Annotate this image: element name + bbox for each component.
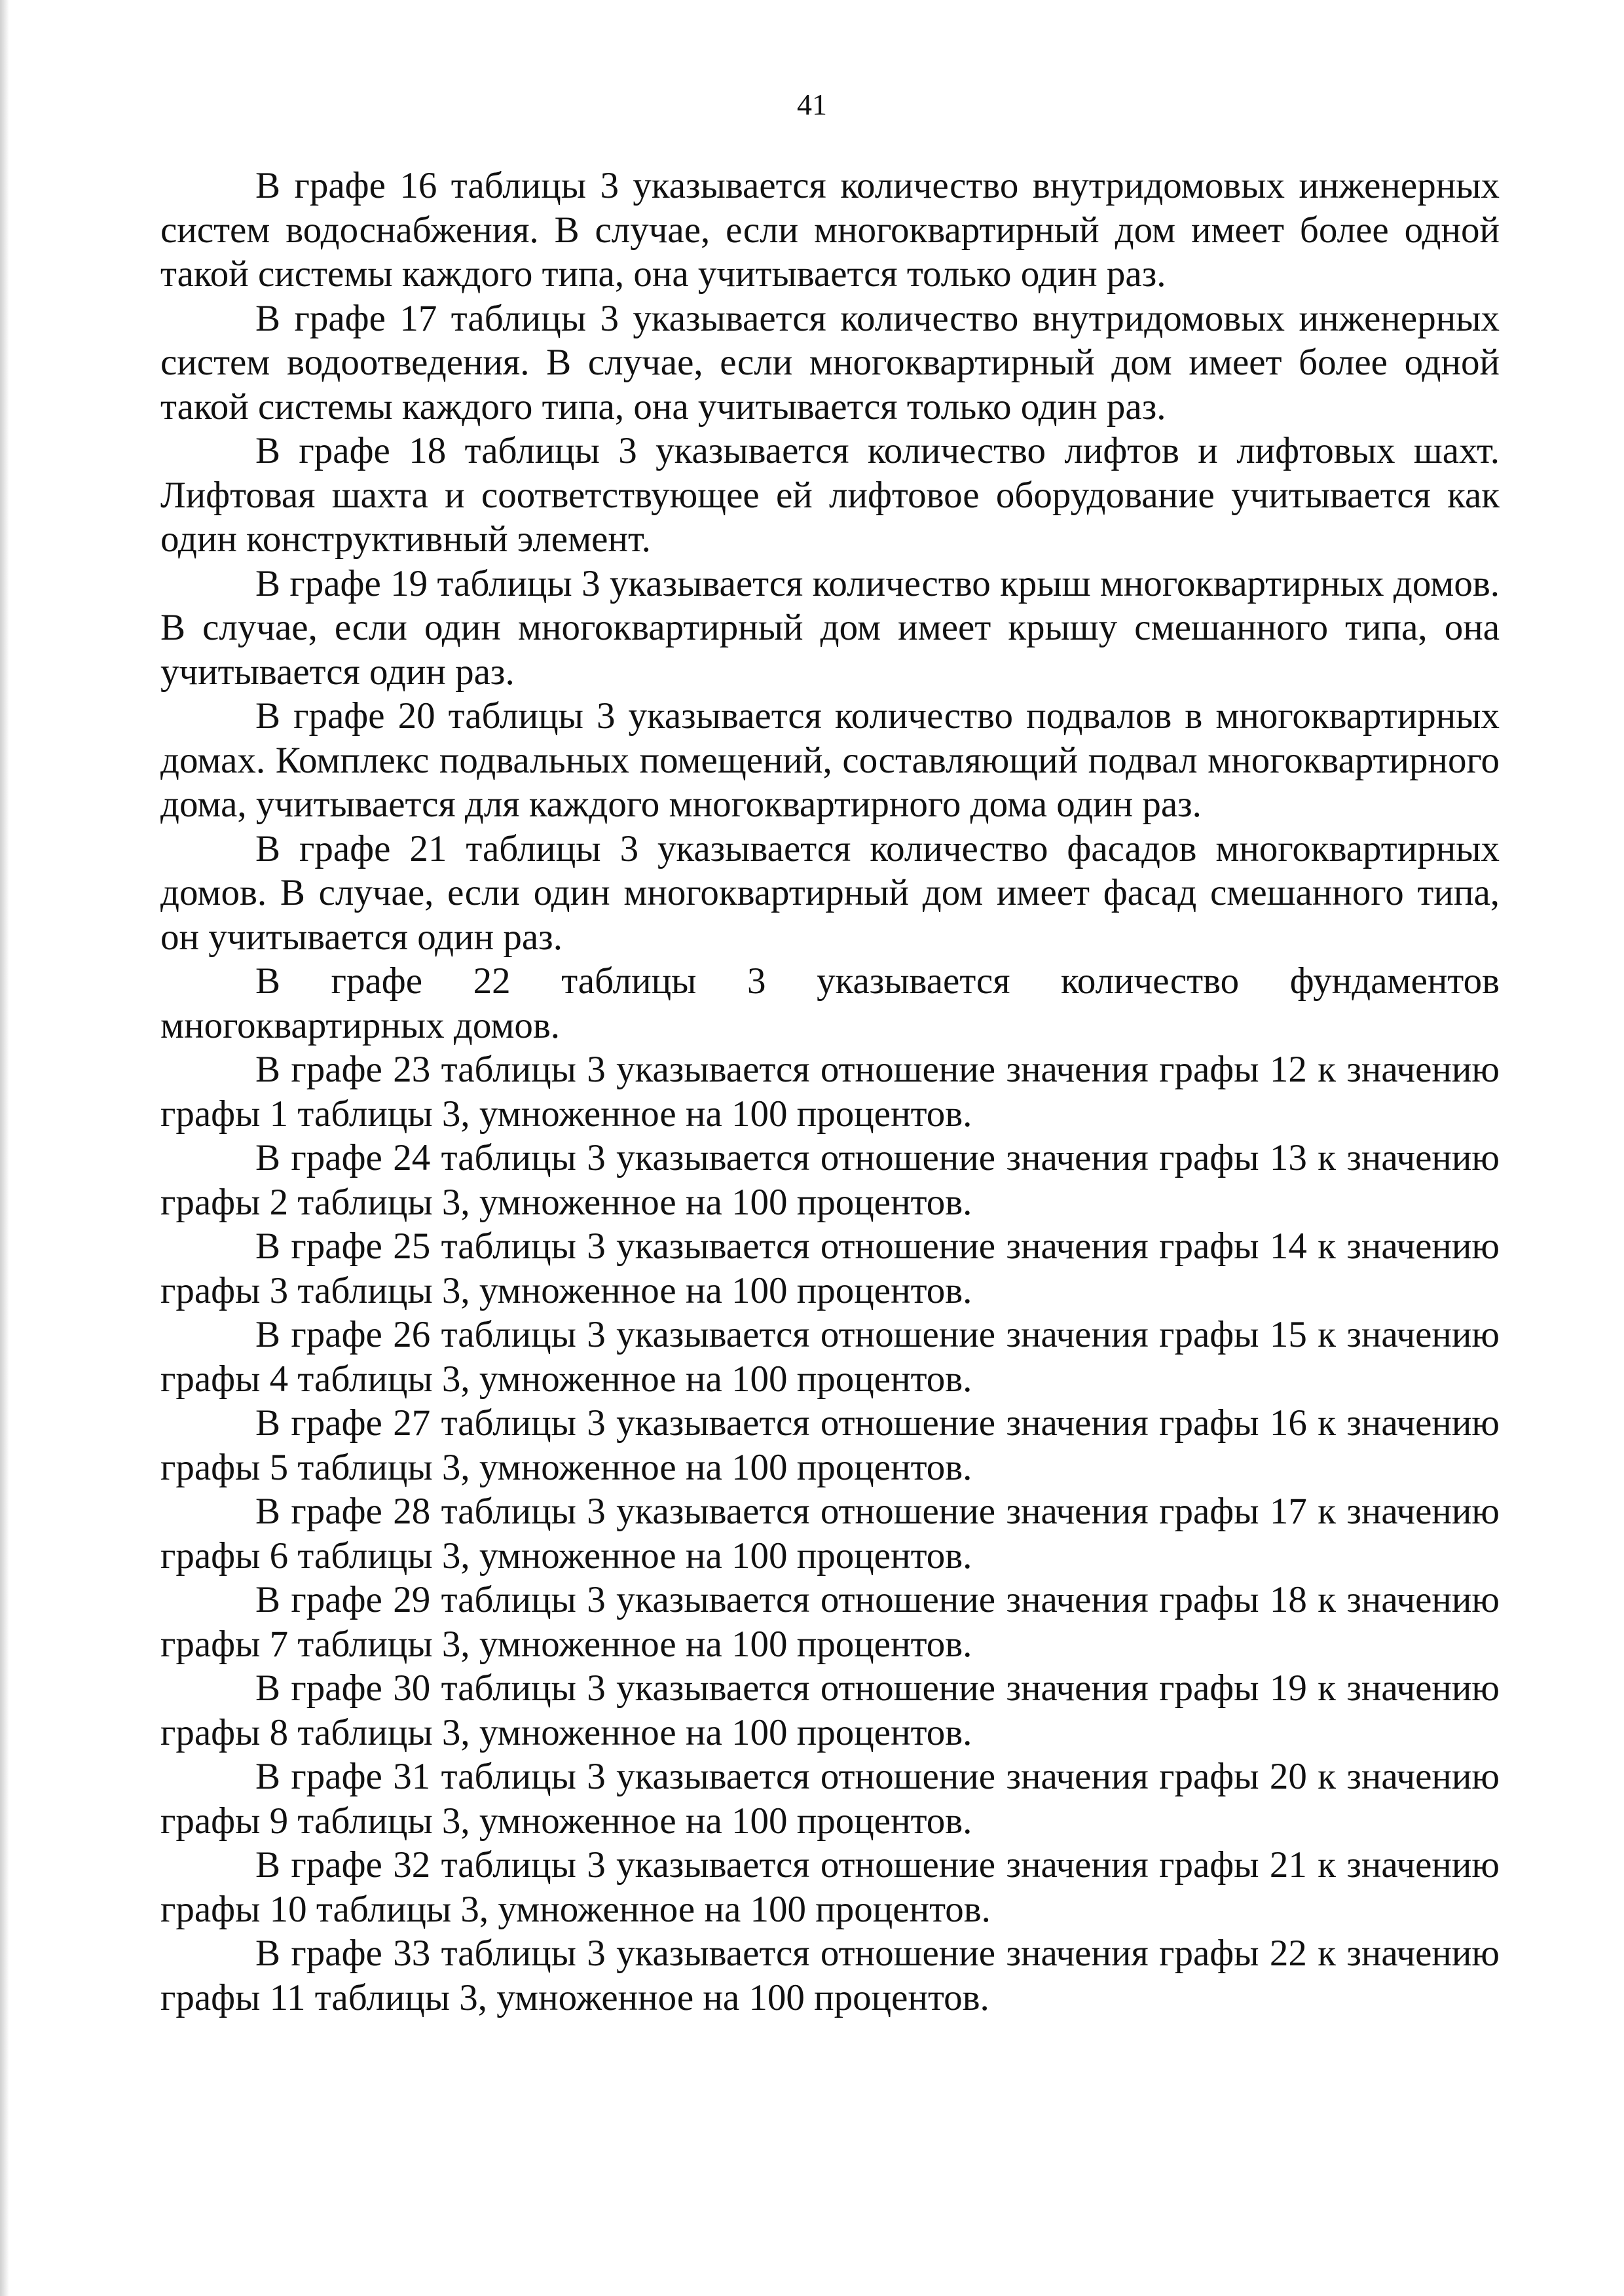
paragraph-column-29: В графе 29 таблицы 3 указывается отношение значения графы 18 к значению графы 7 таблицы 3, умноженное на 100 процентов. [160,1579,1500,1665]
paragraph-column-25: В графе 25 таблицы 3 указывается отношение значения графы 14 к значению графы 3 таблицы 3, умноженное на 100 процентов. [160,1226,1500,1311]
paragraph-column-19: В графе 19 таблицы 3 указывается количество крыш многоквартирных домов. В случае, если один многоквартирный дом имеет крышу смешанного типа, она учитывается один раз. [160,562,1500,693]
paragraph-column-23: В графе 23 таблицы 3 указывается отношение значения графы 12 к значению графы 1 таблицы 3, умноженное на 100 процентов. [160,1049,1500,1135]
paragraph-column-16: В графе 16 таблицы 3 указывается количество внутридомовых инженерных систем водоснабжения. В случае, если многоквартирный дом имеет более одной такой системы каждого типа, она учитывается только один раз. [160,165,1500,295]
paragraph-column-26: В графе 26 таблицы 3 указывается отношение значения графы 15 к значению графы 4 таблицы 3, умноженное на 100 процентов. [160,1314,1500,1400]
paragraph-column-21: В графе 21 таблицы 3 указывается количество фасадов многоквартирных домов. В случае, если один многоквартирный дом имеет фасад смешанного типа, он учитывается один раз. [160,828,1500,958]
paragraph-column-22: В графе 22 таблицы 3 указывается количество фундаментов многоквартирных домов. [160,960,1500,1046]
paragraph-column-24: В графе 24 таблицы 3 указывается отношение значения графы 13 к значению графы 2 таблицы 3, умноженное на 100 процентов. [160,1137,1500,1223]
paragraph-column-33: В графе 33 таблицы 3 указывается отношение значения графы 22 к значению графы 11 таблицы 3, умноженное на 100 процентов. [160,1933,1500,2018]
paragraph-column-18: В графе 18 таблицы 3 указывается количество лифтов и лифтовых шахт. Лифтовая шахта и соответствующее ей лифтовое оборудование учитывается как один конструктивный элемент. [160,430,1500,560]
paragraph-column-31: В графе 31 таблицы 3 указывается отношение значения графы 20 к значению графы 9 таблицы 3, умноженное на 100 процентов. [160,1756,1500,1842]
paragraph-column-32: В графе 32 таблицы 3 указывается отношение значения графы 21 к значению графы 10 таблицы 3, умноженное на 100 процентов. [160,1844,1500,1930]
paragraph-column-28: В графе 28 таблицы 3 указывается отношение значения графы 17 к значению графы 6 таблицы 3, умноженное на 100 процентов. [160,1491,1500,1576]
paragraph-column-27: В графе 27 таблицы 3 указывается отношение значения графы 16 к значению графы 5 таблицы 3, умноженное на 100 процентов. [160,1402,1500,1488]
scan-edge-shadow [0,0,9,2296]
paragraph-column-20: В графе 20 таблицы 3 указывается количество подвалов в многоквартирных домах. Комплекс подвальных помещений, составляющий подвал многоквартирного дома, учитывается для каждого многоквартирного дома один раз. [160,695,1500,825]
paragraph-column-17: В графе 17 таблицы 3 указывается количество внутридомовых инженерных систем водоотведения. В случае, если многоквартирный дом имеет более одной такой системы каждого типа, она учитывается только один раз. [160,297,1500,428]
paragraph-column-30: В графе 30 таблицы 3 указывается отношение значения графы 19 к значению графы 8 таблицы 3, умноженное на 100 процентов. [160,1667,1500,1753]
document-body [160,164,1500,2020]
page-number: 41 [797,88,827,121]
